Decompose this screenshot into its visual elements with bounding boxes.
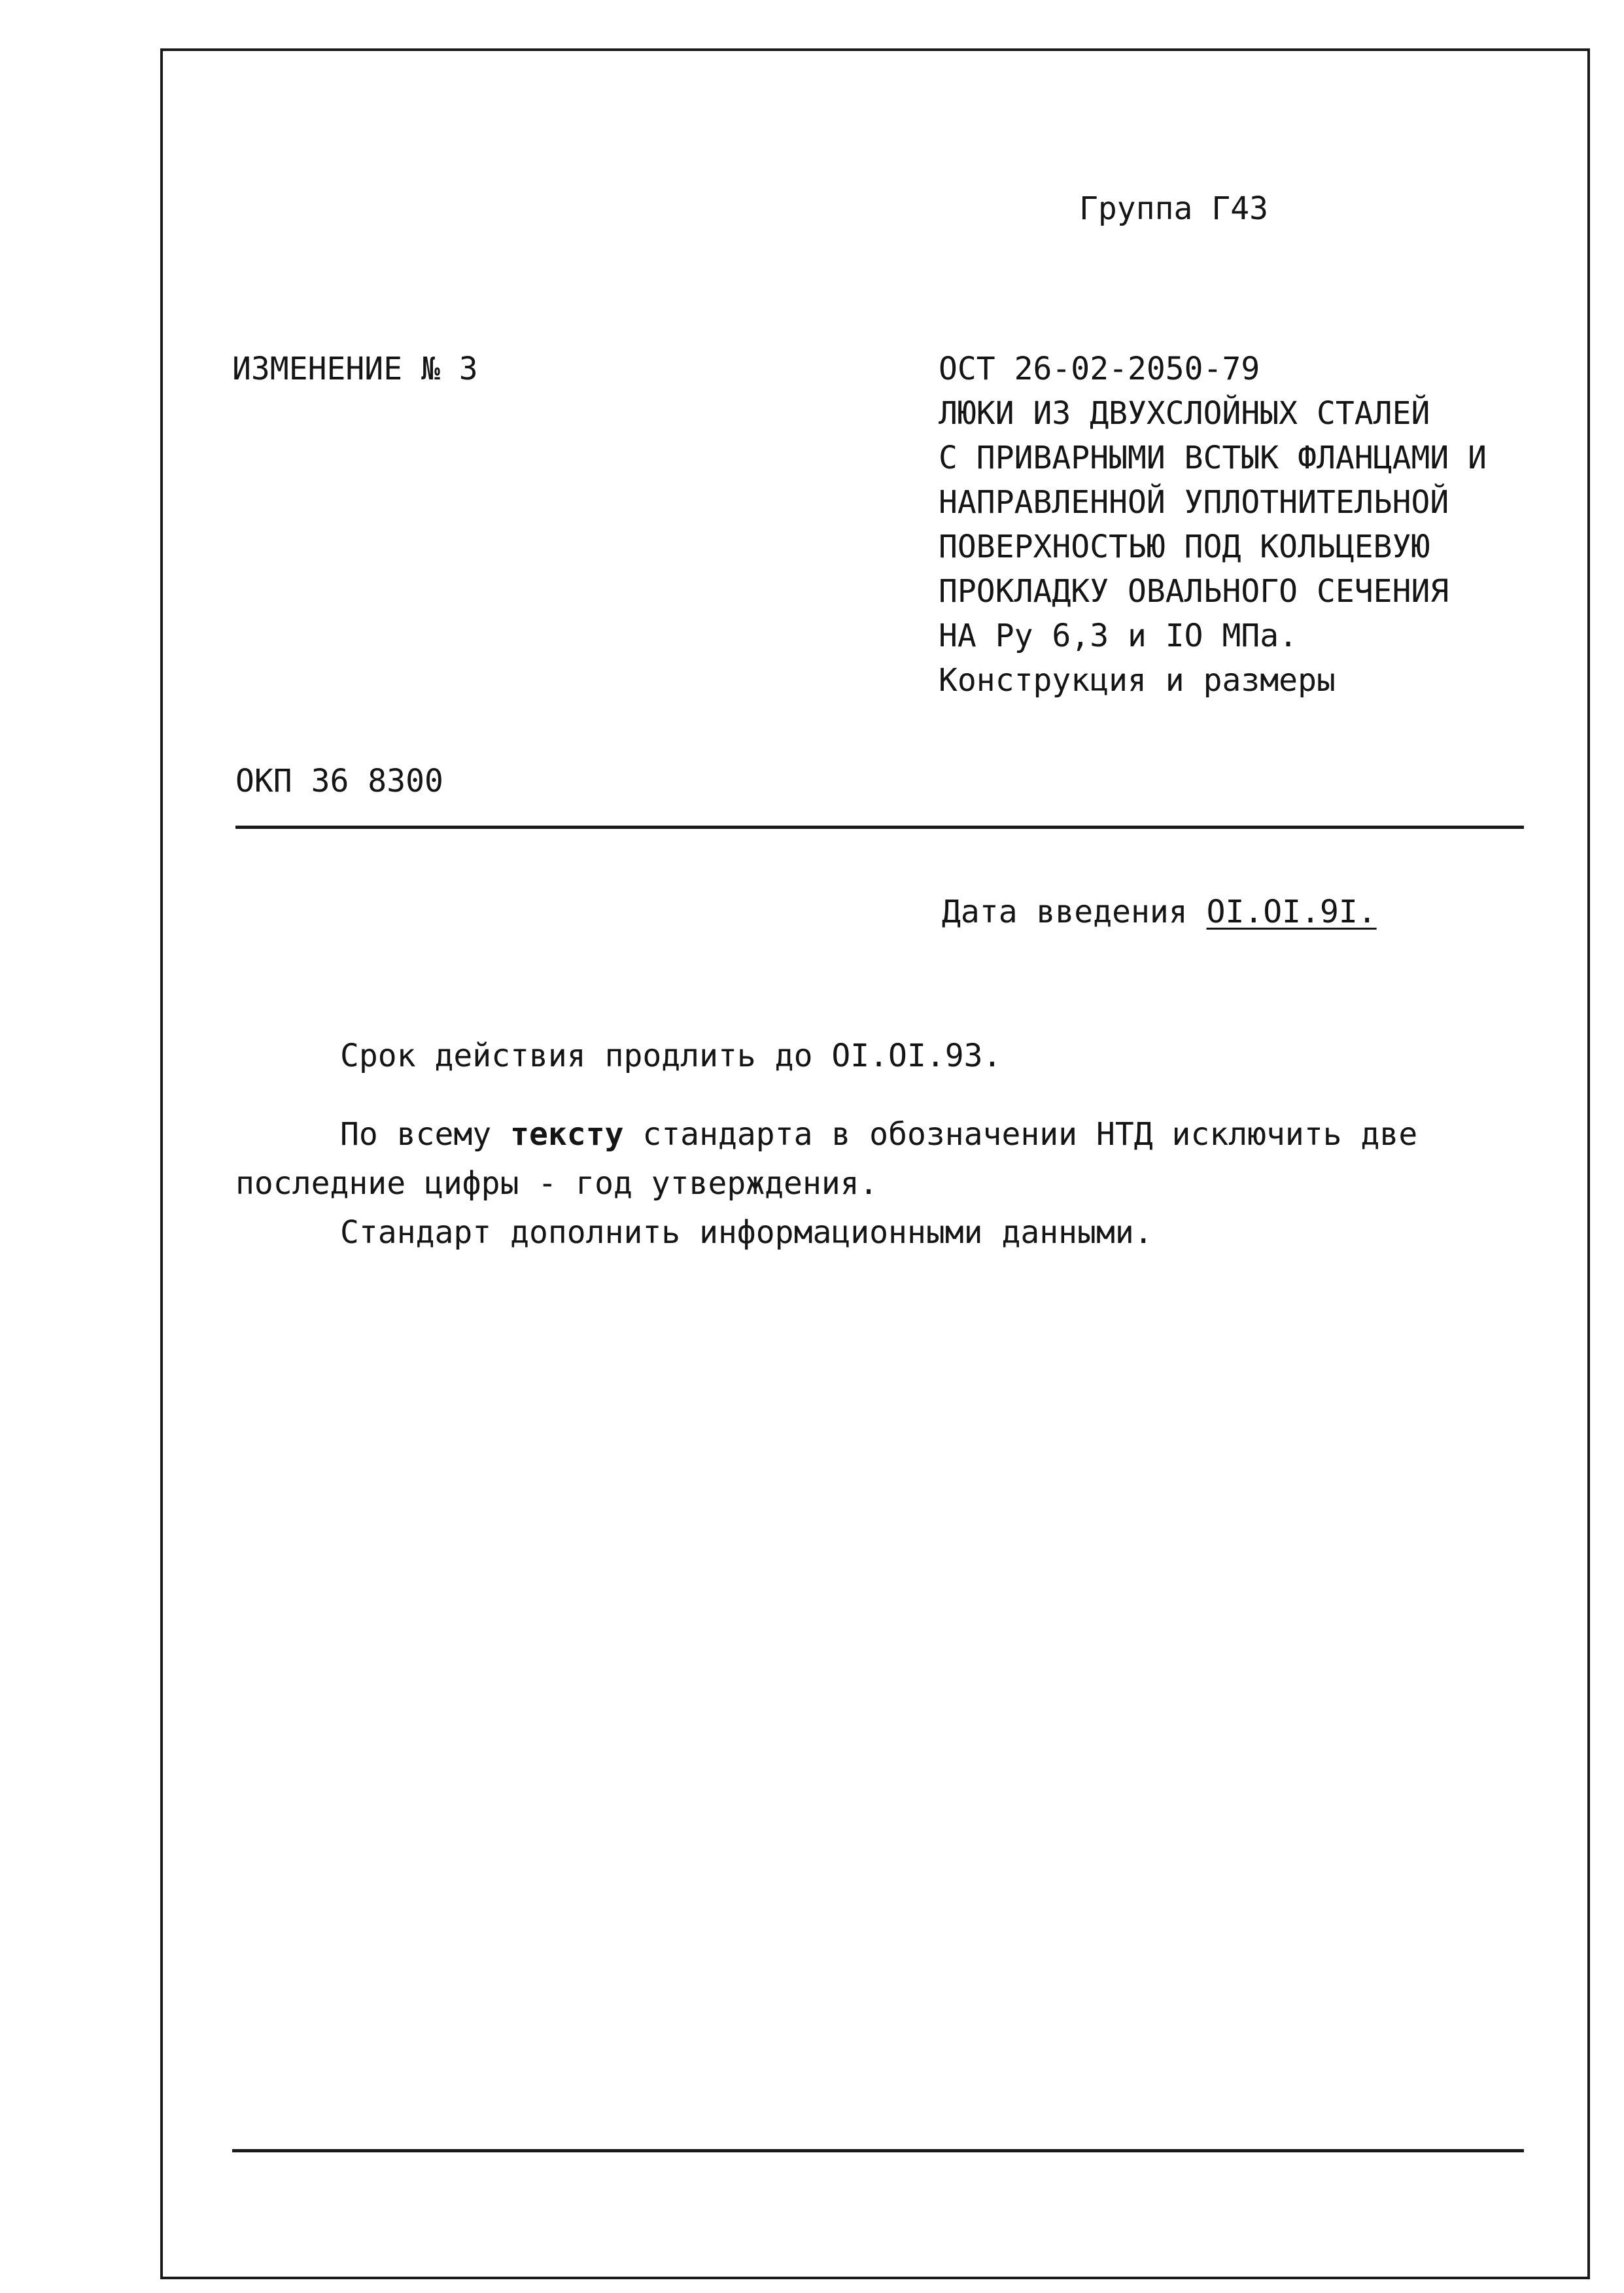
paragraph-text-part: По всему [340, 1116, 511, 1153]
standard-title-line: ПРОКЛАДКУ ОВАЛЬНОГО СЕЧЕНИЯ [939, 573, 1449, 610]
effective-date [942, 890, 1377, 934]
standard-subtitle: Конструкция и размеры [939, 662, 1336, 699]
standard-title-line: НАПРАВЛЕННОЙ УПЛОТНИТЕЛЬНОЙ [939, 484, 1449, 521]
standard-title-line: ПОВЕРХНОСТЬЮ ПОД КОЛЬЦЕВУЮ [939, 529, 1430, 565]
effective-date-value: OI.OI.9I. [1206, 894, 1377, 930]
paragraph-validity: Срок действия продлить до OI.OI.93. [340, 1038, 1002, 1074]
group-code: Группа Г43 [1079, 190, 1268, 227]
standard-title-line: С ПРИВАРНЫМИ ВСТЫК ФЛАНЦАМИ И [939, 440, 1487, 476]
standard-designation: ОСТ 26-02-2050-79 [939, 351, 1260, 387]
standard-title-line: ЛЮКИ ИЗ ДВУХСЛОЙНЫХ СТАЛЕЙ [939, 395, 1430, 432]
paragraph-text-part: стандарта в обозначении НТД исключить две [623, 1116, 1418, 1153]
header-divider [235, 826, 1524, 829]
paragraph-supplement: Стандарт дополнить информационными данными. [340, 1214, 1153, 1251]
paragraph-text-change [340, 1112, 1417, 1157]
paragraph-text-continuation: последние цифры - год утверждения. [235, 1165, 878, 1202]
effective-date-label: Дата введения [942, 894, 1207, 930]
footer-divider [232, 2149, 1524, 2152]
change-number: ИЗМЕНЕНИЕ № 3 [232, 351, 478, 387]
standard-title-block [939, 347, 1487, 703]
okp-code: ОКП 36 8300 [235, 763, 443, 799]
standard-title-line: НА Ру 6,3 и IO МПа. [939, 618, 1298, 654]
paragraph-text-emphasis: тексту [510, 1116, 624, 1153]
